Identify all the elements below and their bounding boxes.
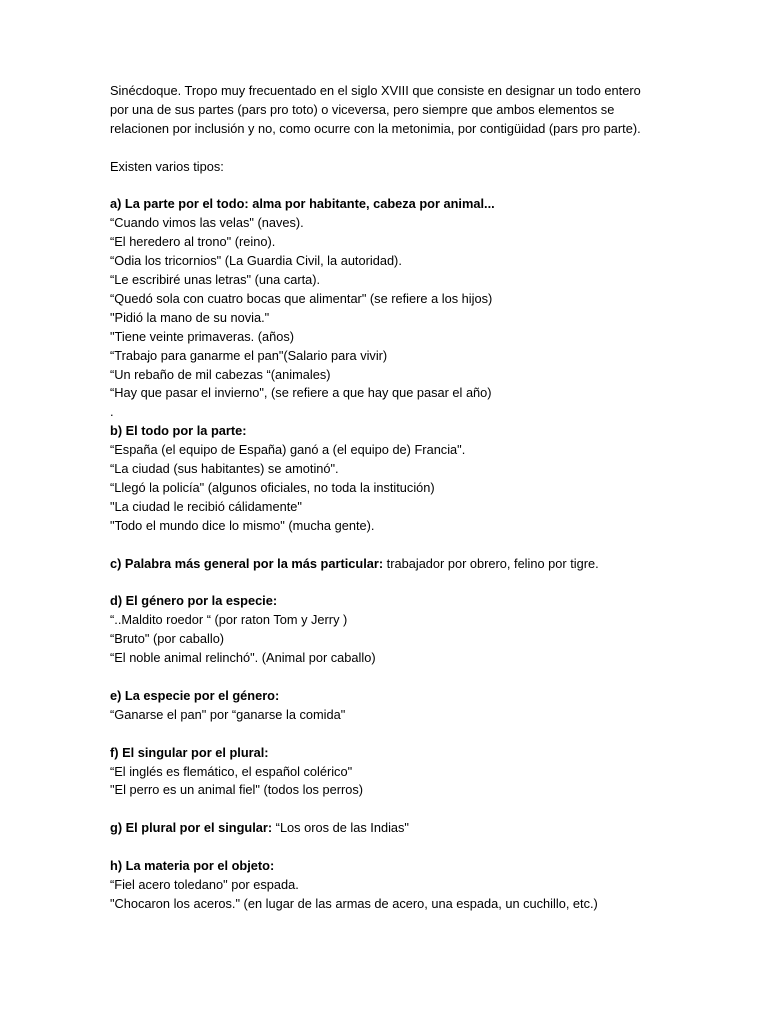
spacer (110, 800, 710, 819)
intro-line: relacionen por inclusión y no, como ocurre con la metonimia, por contigüidad (pars pro parte). (110, 120, 641, 136)
spacer (110, 139, 710, 158)
example-line: "Tiene veinte primaveras. (años) (110, 328, 295, 344)
section-heading: h) La materia por el objeto: (110, 858, 275, 874)
section-heading: a) La parte por el todo: alma por habitante, cabeza por animal... (110, 196, 495, 212)
intro-line: Sinécdoque. Tropo muy frecuentado en el siglo XVIII que consiste en designar un todo entero (110, 83, 641, 98)
example-line: "La ciudad le recibió cálidamente" (110, 498, 302, 514)
example-line: “Trabajo para ganarme el pan"(Salario para vivir) (110, 347, 388, 363)
section-a (110, 195, 710, 422)
example-line: “Cuando vimos las velas" (naves). (110, 215, 304, 231)
section-heading-rest: trabajador por obrero, felino por tigre. (383, 555, 599, 571)
section-heading: b) El todo por la parte: (110, 423, 247, 439)
section-heading: c) Palabra más general por la más particular: (110, 555, 384, 571)
spacer (110, 725, 710, 744)
example-line: “Odia los tricornios" (La Guardia Civil, la autoridad). (110, 253, 402, 269)
example-line: "Todo el mundo dice lo mismo" (mucha gente). (110, 517, 375, 533)
section-heading-line (110, 819, 710, 838)
section-heading-line (110, 555, 710, 574)
example-line: “Quedó sola con cuatro bocas que alimentar" (se refiere a los hijos) (110, 290, 493, 306)
spacer (110, 574, 710, 593)
example-line: “El inglés es flemático, el español colérico" (110, 763, 353, 779)
section-h (110, 857, 710, 914)
spacer (110, 838, 710, 857)
spacer (110, 536, 710, 555)
section-heading: f) El singular por el plural: (110, 744, 269, 760)
example-line: . (110, 404, 114, 420)
types-intro: Existen varios tipos: (110, 158, 224, 174)
intro-line: por una de sus partes (pars pro toto) o viceversa, pero siempre que ambos elementos se (110, 101, 615, 117)
example-line: “Un rebaño de mil cabezas “(animales) (110, 366, 331, 382)
section-d (110, 592, 710, 668)
example-line: “España (el equipo de España) ganó a (el equipo de) Francia". (110, 442, 466, 458)
section-g (110, 819, 710, 838)
spacer (110, 177, 710, 196)
intro-paragraph (110, 82, 710, 139)
example-line: “Le escribiré unas letras" (una carta). (110, 272, 321, 288)
section-heading-rest: “Los oros de las Indias" (272, 820, 409, 836)
section-heading: g) El plural por el singular: (110, 820, 273, 836)
example-line: “Bruto" (por caballo) (110, 631, 225, 647)
example-line: “..Maldito roedor “ (por raton Tom y Jerry ) (110, 612, 348, 628)
document-page (110, 82, 710, 914)
example-line: “La ciudad (sus habitantes) se amotinó". (110, 461, 339, 477)
example-line: "Pidió la mano de su novia." (110, 309, 270, 325)
spacer (110, 668, 710, 687)
example-line: "El perro es un animal fiel" (todos los perros) (110, 782, 364, 798)
example-line: “Llegó la policía" (algunos oficiales, no toda la institución) (110, 480, 435, 495)
example-line: “El noble animal relinchó". (Animal por caballo) (110, 650, 376, 666)
section-heading: e) La especie por el género: (110, 687, 280, 703)
section-b (110, 422, 710, 535)
example-line: “Hay que pasar el invierno", (se refiere a que hay que pasar el año) (110, 385, 492, 401)
section-heading: d) El género por la especie: (110, 593, 278, 609)
example-line: "Chocaron los aceros." (en lugar de las armas de acero, una espada, un cuchillo, etc.) (110, 895, 598, 911)
section-c (110, 555, 710, 574)
example-line: “El heredero al trono" (reino). (110, 234, 276, 250)
example-line: “Ganarse el pan" por “ganarse la comida" (110, 706, 346, 722)
section-e (110, 687, 710, 725)
example-line: “Fiel acero toledano" por espada. (110, 876, 299, 892)
section-f (110, 744, 710, 801)
